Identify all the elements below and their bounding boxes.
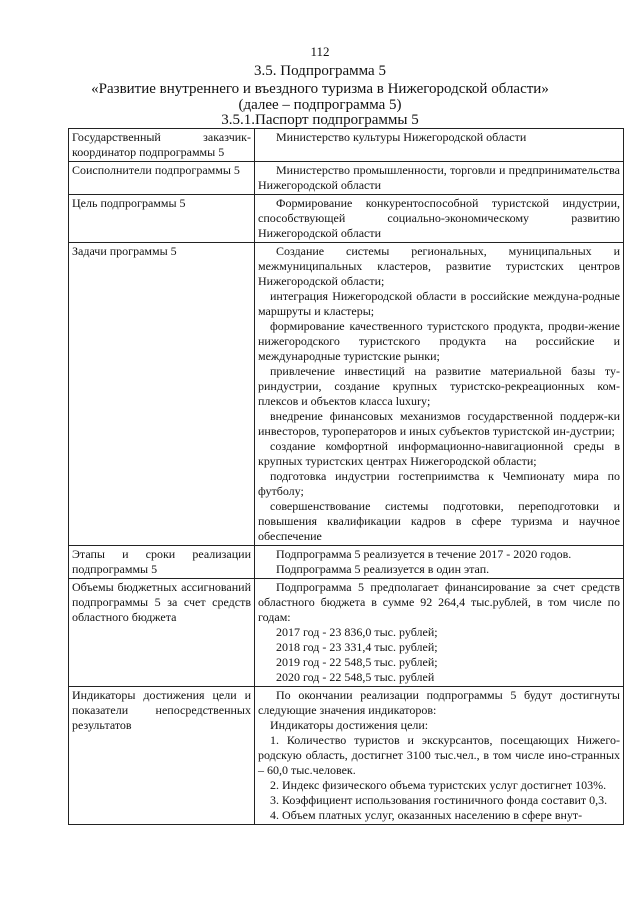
page-number: 112: [310, 44, 330, 59]
row-label-stages: Этапы и сроки реализации подпрограммы 5: [69, 546, 255, 579]
table-row: [69, 195, 624, 243]
indicator-item: 2. Индекс физического объема туристских услуг достигнет 103%.: [270, 778, 607, 792]
coexecutors-text: Министерство промышленности, торговли и предпринимательства Нижегородской области: [258, 163, 620, 192]
section-title: 3.5. Подпрограмма 5: [254, 63, 386, 79]
customer-text: Министерство культуры Нижегородской области: [276, 130, 527, 144]
indicator-item: 1. Количество туристов и экскурсантов, посещающих Нижего-родскую область, достигнет 3100 тыс.чел., в том числе ино-странных – 60,0 тыс.человек.: [258, 733, 620, 777]
funding-year: 2019 год - 22 548,5 тыс. рублей;: [276, 655, 438, 669]
row-label-tasks: Задачи программы 5: [69, 243, 255, 546]
row-value-coexecutors: [255, 162, 624, 195]
task-item: формирование качественного туристского продукта, продви-жение нижегородского туристского продукта на российские и международные туристские рынки;: [258, 319, 620, 363]
row-value-funding: [255, 579, 624, 687]
passport-heading: 3.5.1.Паспорт подпрограммы 5: [221, 112, 419, 128]
task-item: создание комфортной информационно-навигационной среды в крупных туристских центрах Нижегородской области;: [258, 439, 620, 468]
subprogram-name: «Развитие внутреннего и въездного туризма в Нижегородской области»: [91, 81, 549, 97]
task-item: совершенствование системы подготовки, переподготовки и повышения квалификации кадров в сфере туризма и научное обеспечение: [258, 499, 620, 543]
row-label-goal: Цель подпрограммы 5: [69, 195, 255, 243]
passport-table: [68, 128, 624, 825]
task-item: внедрение финансовых механизмов государственной поддерж-ки инвесторов, туроператоров и иных субъектов туристской ин-дустрии;: [258, 409, 620, 438]
task-item: интеграция Нижегородской области в российские междуна-родные маршруты и кластеры;: [258, 289, 620, 318]
row-value-indicators: [255, 687, 624, 825]
row-value-customer: [255, 129, 624, 162]
table-row: [69, 546, 624, 579]
table-row: [69, 129, 624, 162]
funding-year: 2020 год - 22 548,5 тыс. рублей: [276, 670, 435, 684]
table-row: [69, 162, 624, 195]
subprogram-short-name: (далее – подпрограмма 5): [238, 97, 402, 113]
row-label-indicators: Индикаторы достижения цели и показатели непосредственных результатов: [69, 687, 255, 825]
funding-year: 2018 год - 23 331,4 тыс. рублей;: [276, 640, 438, 654]
indicator-item: 4. Объем платных услуг, оказанных населению в сфере внут-: [270, 808, 583, 822]
task-item: привлечение инвестиций на развитие материальной базы ту-риндустрии, создание крупных туристско-рекреационных ком-плексов и объектов класса luxury;: [258, 364, 620, 408]
goal-text: Формирование конкурентоспособной туристской индустрии, способствующей социально-экономическому развитию Нижегородской области: [258, 196, 620, 240]
row-label-customer: Государственный заказчик-координатор подпрограммы 5: [69, 129, 255, 162]
table-row: [69, 687, 624, 825]
indicators-subhead: Индикаторы достижения цели:: [270, 718, 429, 732]
row-label-coexecutors: Соисполнители подпрограммы 5: [69, 162, 255, 195]
funding-year: 2017 год - 23 836,0 тыс. рублей;: [276, 625, 438, 639]
indicator-item: 3. Коэффициент использования гостиничного фонда составит 0,3.: [270, 793, 608, 807]
funding-intro: Подпрограмма 5 предполагает финансирование за счет средств областного бюджета в сумме 92 264,4 тыс.рублей, в том числе по годам:: [258, 580, 620, 624]
row-value-tasks: [255, 243, 624, 546]
stages-line: Подпрограмма 5 реализуется в течение 2017 - 2020 годов.: [276, 547, 572, 561]
table-row: [69, 243, 624, 546]
indicators-intro: По окончании реализации подпрограммы 5 будут достигнуты следующие значения индикаторов:: [258, 688, 620, 717]
table-row: [69, 579, 624, 687]
task-item: Создание системы региональных, муниципальных и межмуниципальных кластеров, развитие туристских центров Нижегородской области;: [258, 244, 620, 288]
task-item: подготовка индустрии гостеприимства к Чемпионату мира по футболу;: [258, 469, 620, 498]
stages-line: Подпрограмма 5 реализуется в один этап.: [276, 562, 490, 576]
row-label-funding: Объемы бюджетных ассигнований подпрограммы 5 за счет средств областного бюджета: [69, 579, 255, 687]
row-value-stages: [255, 546, 624, 579]
row-value-goal: [255, 195, 624, 243]
